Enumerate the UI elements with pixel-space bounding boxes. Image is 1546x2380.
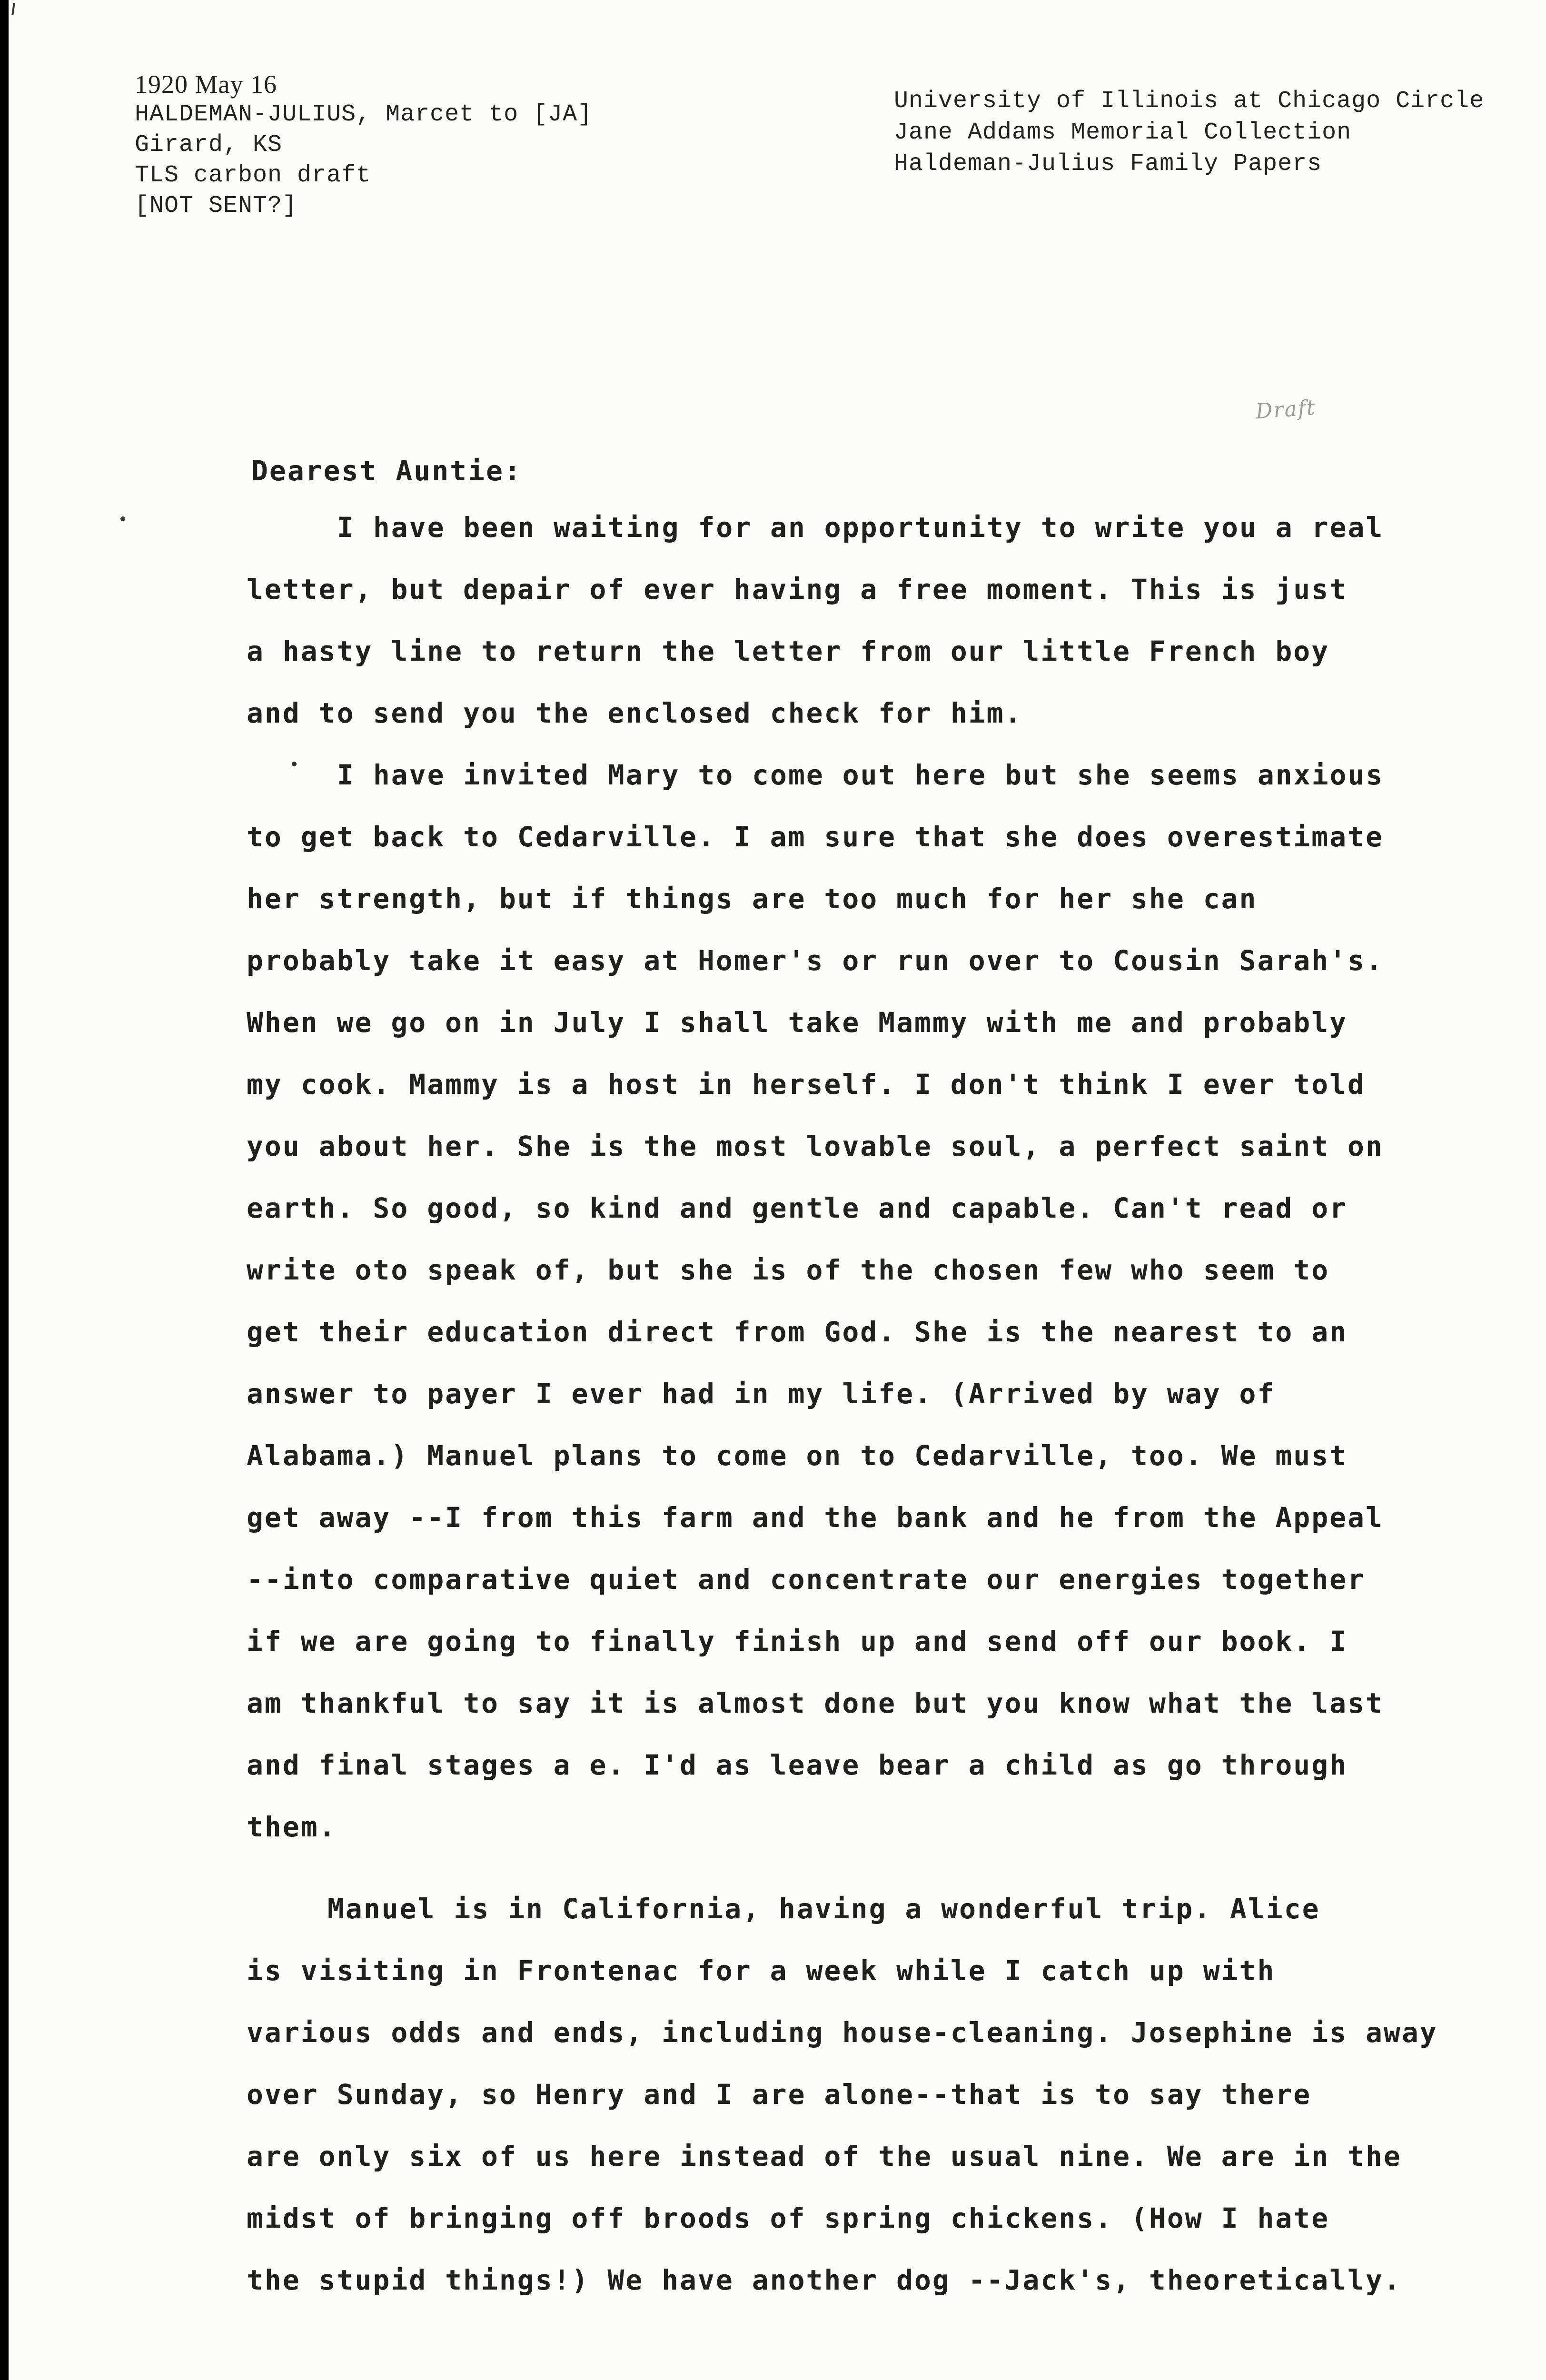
- letter-line: if we are going to finally finish up and send off our book. I: [247, 1625, 1348, 1657]
- letter-line: I have been waiting for an opportunity to write you a real: [337, 511, 1384, 544]
- archive-header: [894, 86, 1484, 180]
- letter-line: midst of bringing off broods of spring chickens. (How I hate: [247, 2202, 1330, 2234]
- letter-line: you about her. She is the most lovable soul, a perfect saint on: [247, 1130, 1384, 1162]
- letter-line: probably take it easy at Homer's or run over to Cousin Sarah's.: [247, 944, 1384, 977]
- letter-page: [9, 0, 1546, 2380]
- letter-line: a hasty line to return the letter from our little French boy: [247, 635, 1330, 667]
- place: Girard, KS: [135, 131, 283, 159]
- letter-line: letter, but depair of ever having a free moment. This is just: [247, 573, 1348, 605]
- letter-line: them.: [247, 1811, 337, 1843]
- handwritten-annotation: Draft: [1255, 395, 1317, 424]
- letter-line: and final stages a e. I'd as leave bear a child as go through: [247, 1749, 1348, 1781]
- letter-line: Alabama.) Manuel plans to come on to Cedarville, too. We must: [247, 1439, 1348, 1472]
- catalog-header: [135, 69, 592, 221]
- document-type: TLS carbon draft: [135, 162, 371, 189]
- letter-line: get their education direct from God. She is the nearest to an: [247, 1316, 1348, 1348]
- archive-papers: Haldeman-Julius Family Papers: [894, 150, 1322, 178]
- letter-line: am thankful to say it is almost done but you know what the last: [247, 1687, 1384, 1719]
- letter-line: earth. So good, so kind and gentle and capable. Can't read or: [247, 1192, 1348, 1224]
- letter-line: --into comparative quiet and concentrate our energies together: [247, 1563, 1366, 1596]
- archive-collection: Jane Addams Memorial Collection: [894, 119, 1352, 146]
- letter-line: answer to payer I ever had in my life. (Arrived by way of: [247, 1378, 1276, 1410]
- sent-note: [NOT SENT?]: [135, 192, 297, 219]
- margin-mark: [11, 3, 15, 15]
- paper-speck: [292, 762, 297, 766]
- letter-line: write oto speak of, but she is of the chosen few who seem to: [247, 1254, 1330, 1286]
- correspondents: HALDEMAN-JULIUS, Marcet to [JA]: [135, 101, 593, 128]
- letter-line: to get back to Cedarville. I am sure that she does overestimate: [247, 821, 1384, 853]
- letter-date: 1920 May 16: [135, 70, 277, 99]
- letter-line: are only six of us here instead of the usual nine. We are in the: [247, 2140, 1402, 2172]
- paper-speck: [120, 516, 125, 521]
- archive-institution: University of Illinois at Chicago Circle: [894, 88, 1485, 115]
- letter-line: my cook. Mammy is a host in herself. I don't think I ever told: [247, 1068, 1366, 1101]
- letter-line: and to send you the enclosed check for him.: [247, 697, 1023, 729]
- letter-line: the stupid things!) We have another dog --Jack's, theoretically.: [247, 2264, 1402, 2296]
- letter-line: over Sunday, so Henry and I are alone--that is to say there: [247, 2078, 1312, 2111]
- letter-line: is visiting in Frontenac for a week while I catch up with: [247, 1954, 1276, 1987]
- letter-line: get away --I from this farm and the bank and he from the Appeal: [247, 1501, 1384, 1534]
- letter-line: When we go on in July I shall take Mammy with me and probably: [247, 1006, 1348, 1039]
- letter-line: various odds and ends, including house-cleaning. Josephine is away: [247, 2016, 1438, 2049]
- letter-line: I have invited Mary to come out here but she seems anxious: [337, 759, 1384, 791]
- letter-line: Manuel is in California, having a wonderful trip. Alice: [327, 1893, 1320, 1925]
- letter-line: her strength, but if things are too much for her she can: [247, 883, 1258, 915]
- salutation: Dearest Auntie:: [251, 455, 522, 487]
